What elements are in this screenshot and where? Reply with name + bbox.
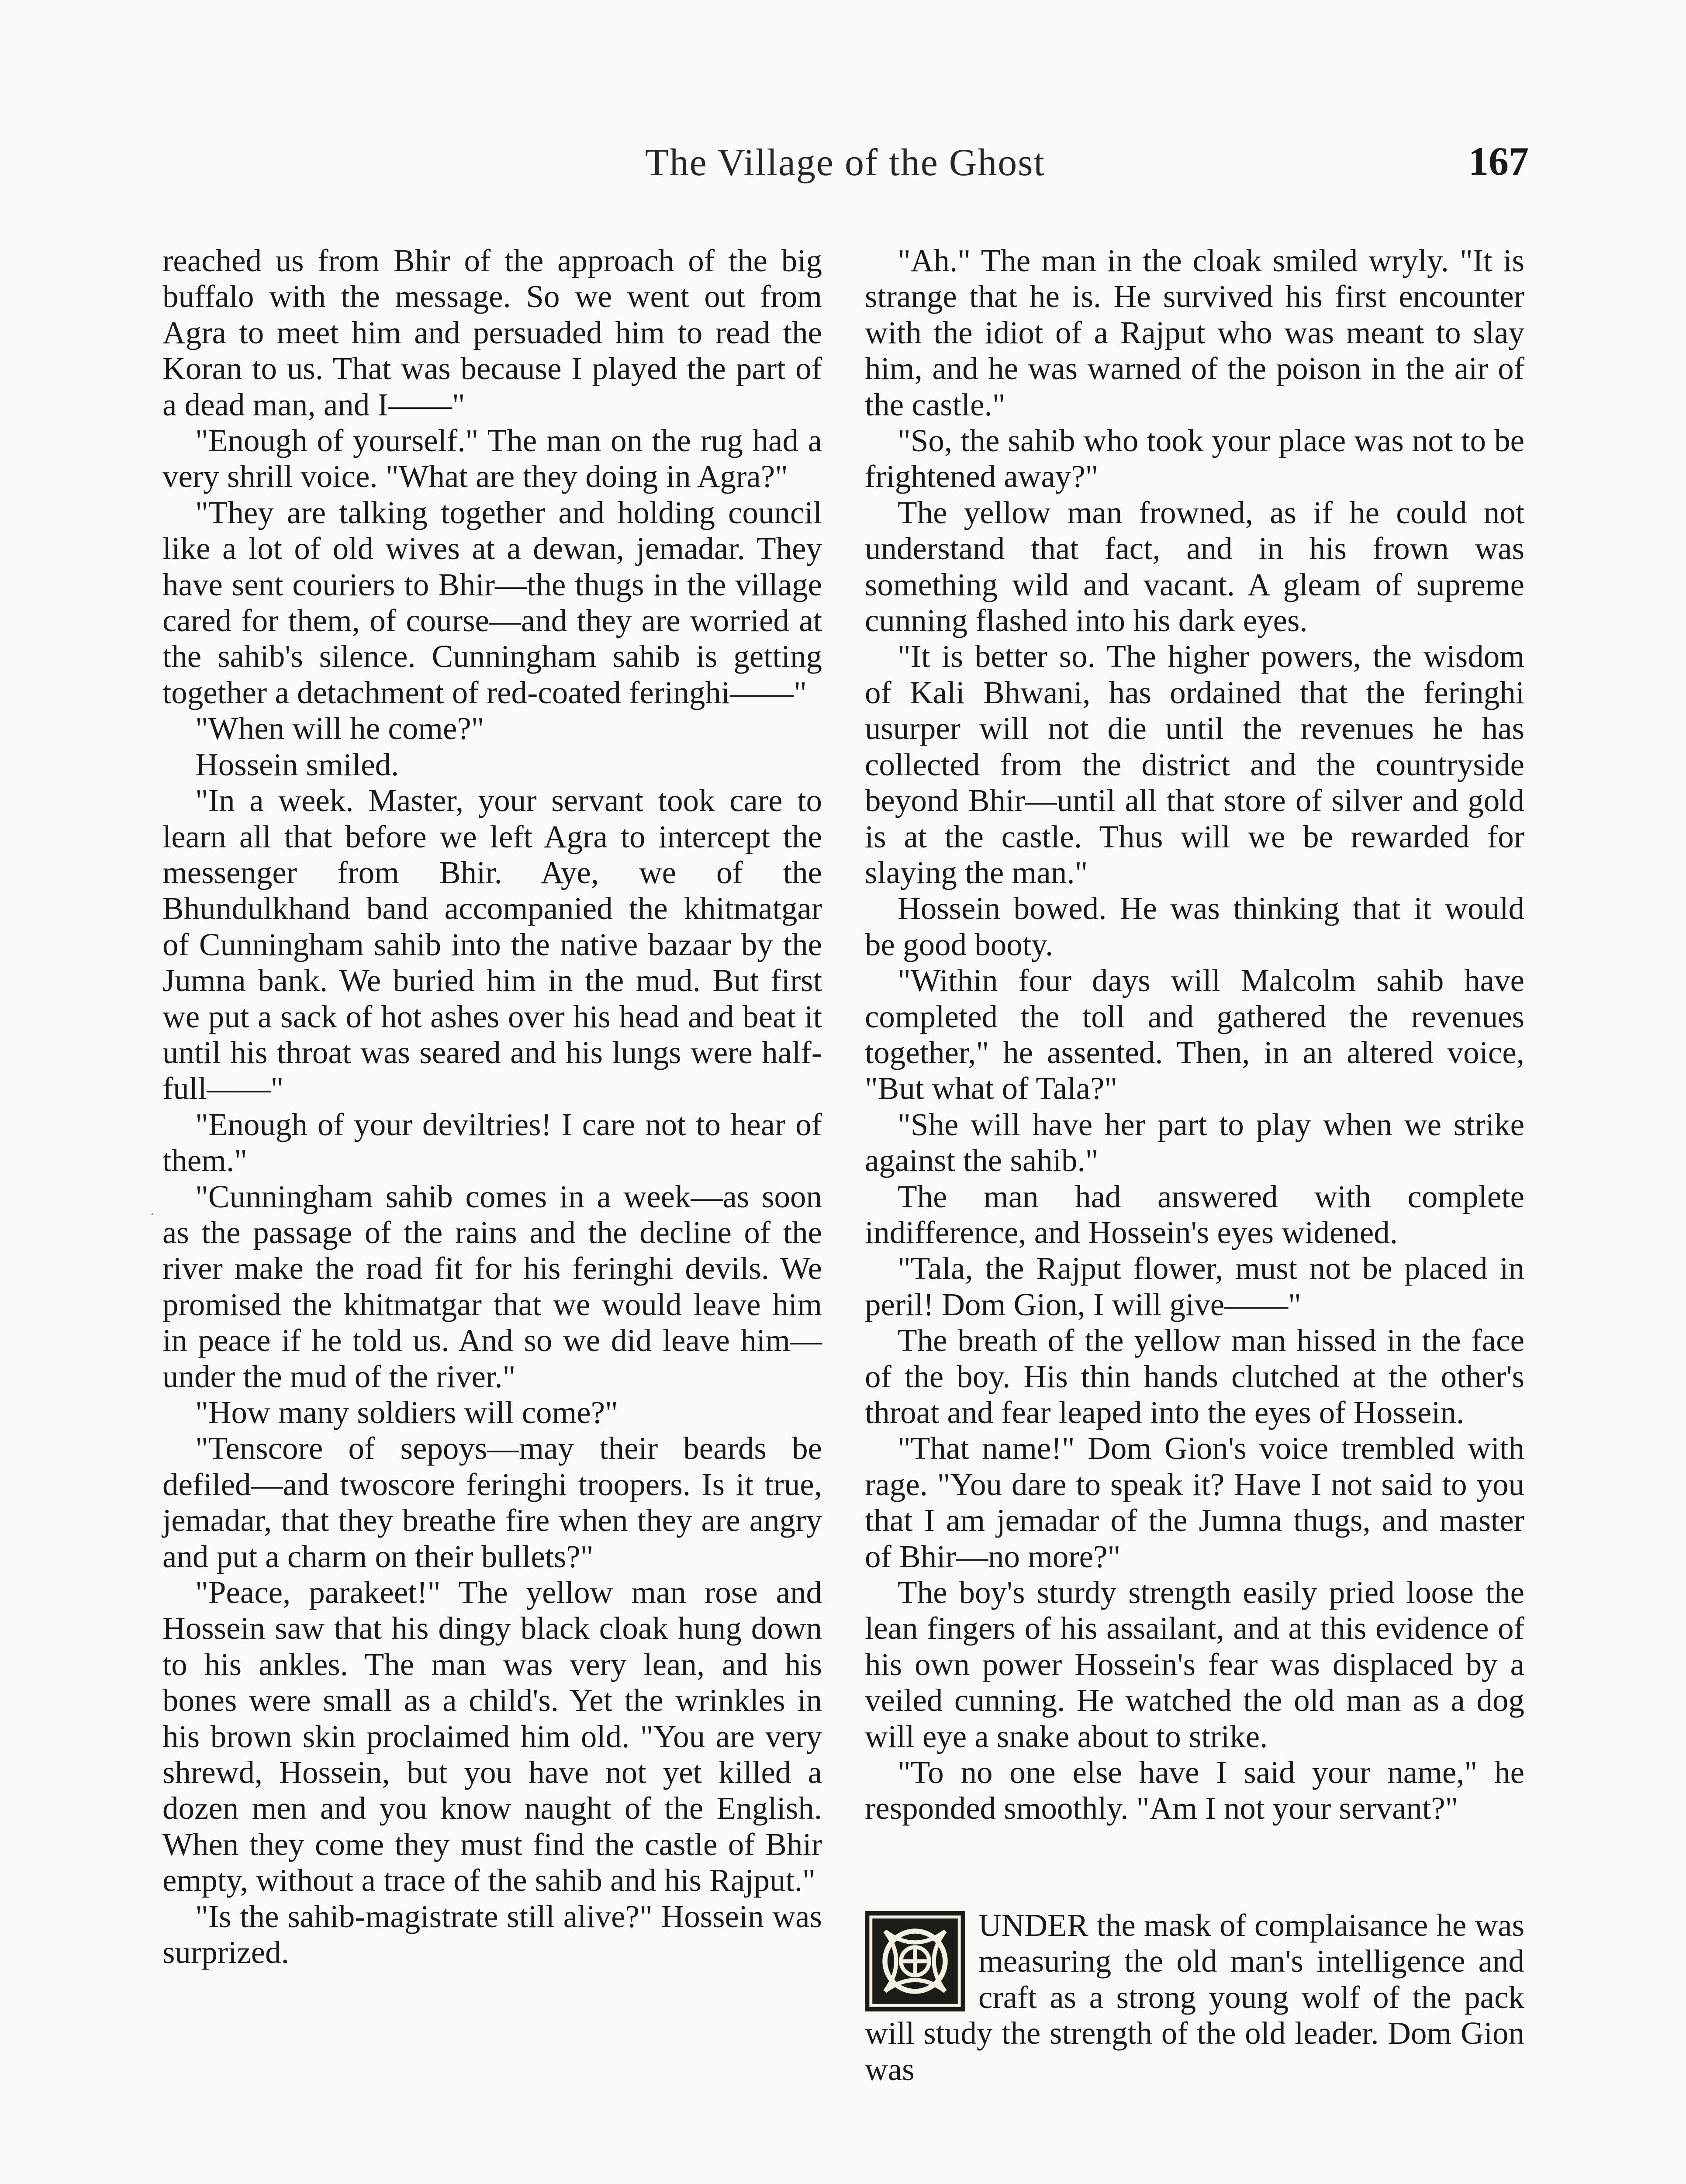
section-text: UNDER the mask of complaisance he was measuring the old man's intelligence and craft as a strong young wolf of the pack will study the strength of the old leader. Dom Gion was	[865, 1907, 1524, 2087]
paragraph: "To no one else have I said your name," he responded smoothly. "Am I not your servant?"	[865, 1755, 1524, 1826]
paragraph: The breath of the yellow man hissed in the face of the boy. His thin hands clutched at the other's throat and fear leaped into the eyes of Hossein.	[865, 1323, 1524, 1430]
paragraph: "So, the sahib who took your place was not to be frightened away?"	[865, 423, 1524, 494]
paragraph: The man had answered with complete indifference, and Hossein's eyes widened.	[865, 1178, 1524, 1250]
paragraph: "It is better so. The higher powers, the wisdom of Kali Bhwani, has ordained that the feringhi usurper will not die until the revenues he has collected from the district and the countryside beyond Bhir—until all that store of silver and gold is at the castle. Thus will we be rewarded for slaying the man."	[865, 639, 1524, 890]
page-number: 167	[1468, 139, 1529, 183]
paragraph: "They are talking together and holding council like a lot of old wives at a dewan, jemadar. They have sent couriers to Bhir—the thugs in the village cared for them, of course—and they are worried at the sahib's silence. Cunningham sahib is getting together a detachment of red-coated feringhi——"	[162, 494, 822, 710]
paragraph: "Tenscore of sepoys—may their beards be defiled—and twoscore feringhi troopers. Is it true, jemadar, that they breathe fire when they are angry and put a charm on their bullets?"	[162, 1431, 822, 1574]
section-paragraph	[865, 1908, 1524, 2087]
paragraph: "Ah." The man in the cloak smiled wryly. "It is strange that he is. He survived his first encounter with the idiot of a Rajput who was meant to slay him, and he was warned of the poison in the air of the castle."	[865, 243, 1524, 422]
paragraph: "Is the sahib-magistrate still alive?" Hossein was surprized.	[162, 1898, 822, 1970]
paragraph: "Peace, parakeet!" The yellow man rose and Hossein saw that his dingy black cloak hung down to his ankles. The man was very lean, and his bones were small as a child's. Yet the wrinkles in his brown skin proclaimed him old. "You are very shrewd, Hossein, but you have not yet killed a dozen men and you know naught of the English. When they come they must find the castle of Bhir empty, without a trace of the sahib and his Rajput."	[162, 1575, 822, 1898]
paragraph: "Cunningham sahib comes in a week—as soon as the passage of the rains and the decline of the river make the road fit for his feringhi devils. We promised the khitmatgar that we would leave him in peace if he told us. And so we did leave him—under the mud of the river."	[162, 1178, 822, 1394]
paragraph: "In a week. Master, your servant took care to learn all that before we left Agra to intercept the messenger from Bhir. Aye, we of the Bhundulkhand band accompanied the khitmatgar of Cunningham sahib into the native bazaar by the Jumna bank. We buried him in the mud. But first we put a sack of hot ashes over his head and beat it until his throat was seared and his lungs were half-full——"	[162, 783, 822, 1106]
paragraph: Hossein smiled.	[195, 746, 399, 782]
paragraph: reached us from Bhir of the approach of the big buffalo with the message. So we went out from Agra to meet him and persuaded him to read the Koran to us. That was because I played the part of a dead man, and I——"	[162, 243, 822, 422]
left-column	[162, 243, 822, 1971]
paragraph: Hossein bowed. He was thinking that it would be good booty.	[865, 891, 1524, 962]
paragraph: "Enough of your deviltries! I care not to hear of them."	[162, 1106, 822, 1178]
paragraph: The yellow man frowned, as if he could not understand that fact, and in his frown was something wild and vacant. A gleam of supreme cunning flashed into his dark eyes.	[865, 494, 1524, 639]
paragraph: "She will have her part to play when we strike against the sahib."	[865, 1106, 1524, 1178]
paragraph: "That name!" Dom Gion's voice trembled with rage. "You dare to speak it? Have I not said to you that I am jemadar of the Jumna thugs, and master of Bhir—no more?"	[865, 1431, 1524, 1574]
paragraph: "Tala, the Rajput flower, must not be placed in peril! Dom Gion, I will give——"	[865, 1251, 1524, 1322]
paragraph: "Within four days will Malcolm sahib have completed the toll and gathered the revenues together," he assented. Then, in an altered voice, "But what of Tala?"	[865, 963, 1524, 1106]
paragraph: "When will he come?"	[195, 711, 484, 746]
margin-mark: ·	[150, 1206, 155, 1223]
right-column	[865, 243, 1524, 2087]
running-title: The Village of the Ghost	[645, 142, 1045, 184]
page-header	[162, 141, 1529, 211]
paragraph: "Enough of yourself." The man on the rug had a very shrill voice. "What are they doing in Agra?"	[162, 423, 822, 494]
paragraph: "How many soldiers will come?"	[195, 1395, 618, 1430]
celtic-knot-ornament-icon	[865, 1911, 965, 2011]
paragraph: The boy's sturdy strength easily pried loose the lean fingers of his assailant, and at this evidence of his own power Hossein's fear was displaced by a veiled cunning. He watched the old man as a dog will eye a snake about to strike.	[865, 1575, 1524, 1754]
